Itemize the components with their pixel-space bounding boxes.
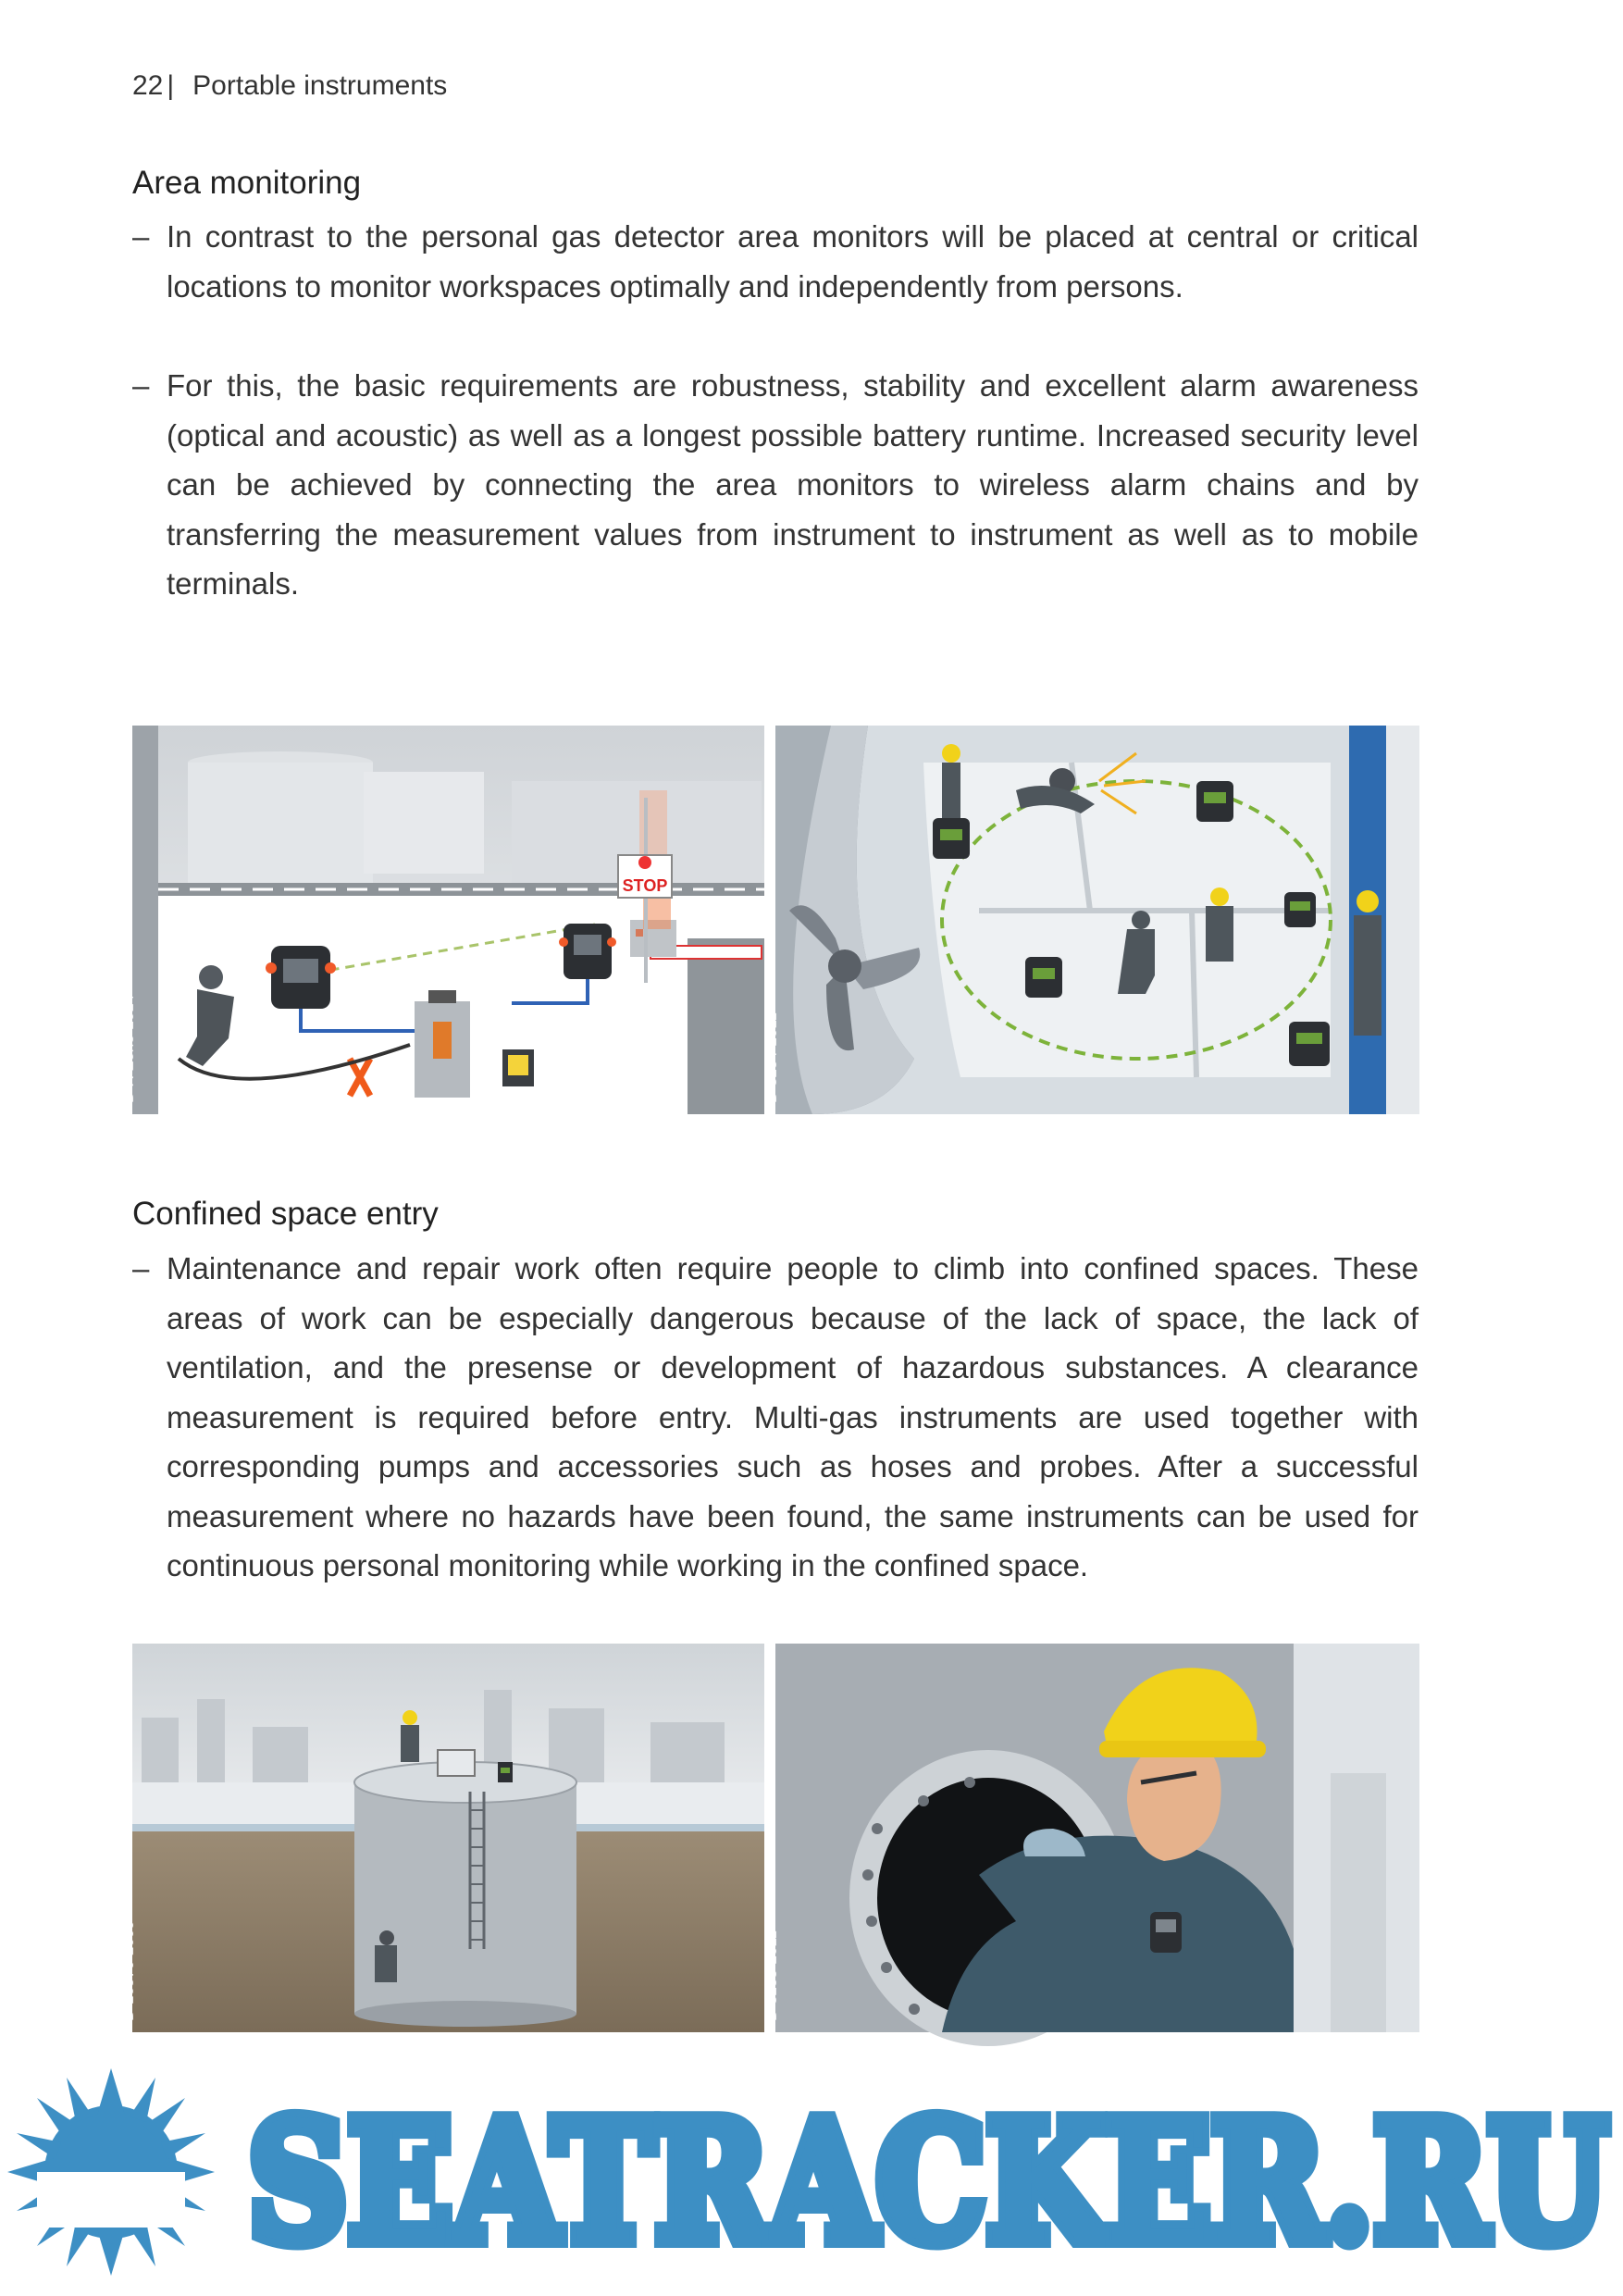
section-title: Portable instruments bbox=[192, 70, 448, 101]
figure-caption: D-X-Zone-2014 bbox=[119, 994, 137, 1103]
bullet-confined-1 bbox=[132, 1244, 1419, 1591]
watermark-graphic bbox=[0, 2050, 1623, 2296]
header-separator: | bbox=[167, 70, 175, 101]
bullet-dash: – bbox=[132, 368, 150, 403]
figure-tank bbox=[119, 1644, 764, 2032]
watermark bbox=[0, 2050, 1623, 2296]
heading-area-monitoring: Area monitoring bbox=[132, 165, 362, 201]
page-number: 22 bbox=[132, 70, 164, 101]
figure-caption: D-16570-2009 bbox=[119, 1920, 137, 2021]
figure-ship-hull bbox=[762, 726, 1419, 1114]
page-header bbox=[132, 70, 447, 102]
bullet-dash: – bbox=[132, 219, 150, 254]
watermark-text: SEATRACKER.RU bbox=[248, 2085, 1608, 2278]
watermark-text-fill: SEATRACKER.RU bbox=[248, 2085, 1608, 2278]
illustration-area-site bbox=[132, 726, 764, 1114]
illustration-manhole-worker bbox=[775, 1644, 1419, 2032]
figure-area-site bbox=[119, 726, 764, 1114]
stop-sign-text: STOP bbox=[622, 876, 668, 895]
figure-caption: D-3255-2011 bbox=[762, 1930, 780, 2021]
bullet-text: For this, the basic requirements are robustness, stability and excellent alarm awareness (optical and acoustic) as well as a longest possible battery runtime. Increased security level can be achieved by connecting the area monitors to wireless alarm chains and by transferring the measurement values from instrument to instrument as well as to mobile terminals. bbox=[167, 368, 1419, 601]
bullet-dash: – bbox=[132, 1251, 150, 1285]
heading-confined-space: Confined space entry bbox=[132, 1196, 439, 1232]
illustration-tank bbox=[132, 1644, 764, 2032]
bullet-area-1 bbox=[132, 212, 1419, 311]
bullet-text: Maintenance and repair work often require people to climb into confined spaces. These areas of work can be especially dangerous because of the lack of space, the lack of ventilation, and the presense or development of hazardous substances. A clearance measurement is required before entry. Multi-gas instruments are used together with corresponding pumps and accessories such as hoses and probes. After a successful measurement where no hazards have been found, the same instruments can be used for continuous personal monitoring while working in the confined space. bbox=[167, 1251, 1419, 1582]
bullet-area-2 bbox=[132, 361, 1419, 609]
figure-caption: D-3254-2011 bbox=[762, 1012, 780, 1103]
bullet-text: In contrast to the personal gas detector area monitors will be placed at central or critical locations to monitor workspaces optimally and independently from persons. bbox=[167, 219, 1419, 304]
figure-manhole-worker bbox=[762, 1644, 1419, 2032]
illustration-ship-hull bbox=[775, 726, 1419, 1114]
sun-logo-icon bbox=[7, 2068, 215, 2276]
